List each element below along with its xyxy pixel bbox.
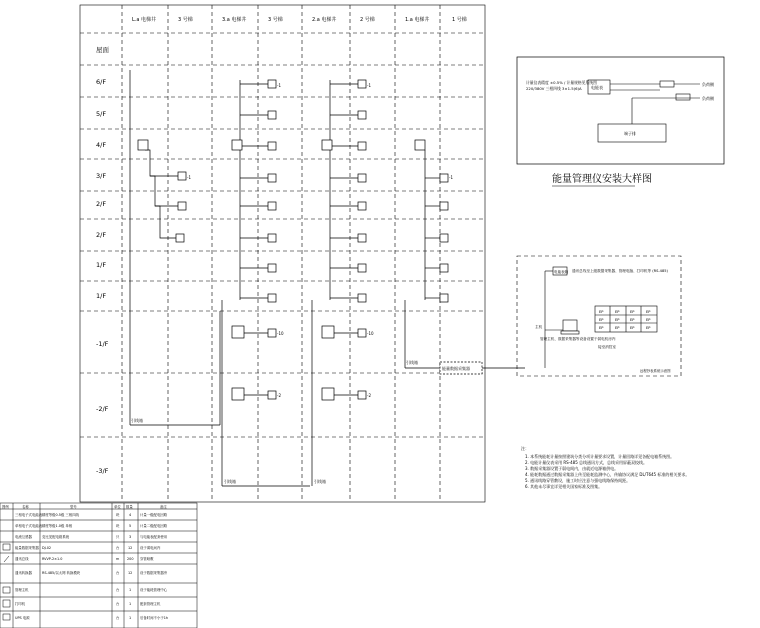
legend-row-8-name: 打印机 [15,602,26,606]
legend-table [0,503,197,628]
equip-tag-1: -1 [187,175,191,180]
detail1-box-label: 端子排 [624,131,636,136]
detail1-out-label-2: 负荷侧 [702,96,714,101]
detail2-pc-label: 主机 [535,325,543,329]
floor-label-b2: -2/F [96,405,109,413]
legend-row-7-name: 管理主机 [15,588,29,592]
detail1-note-line1: 计量仪表精度 ±0.5% / 计量规格见系统图 [526,80,597,85]
legend-row-7-remark: 设于能耗管理中心 [140,588,168,592]
legend-row-4-qty: 12 [128,546,133,550]
small-tag-2: -10 [367,331,374,336]
detail1-out-label-1: 负荷侧 [702,82,714,87]
ep-cell-11: EP [630,326,635,330]
legend-row-4-unit: 台 [116,546,120,550]
legend-row-8-qty: 1 [129,602,132,606]
ep-cell-12: EP [646,326,651,330]
column-header-right-3: 2 号梯 [360,17,375,23]
detail-remote-reading [517,256,681,376]
detail1-meter-label: 电能表 [591,85,603,90]
floor-label-2fj: 2/F [96,200,107,208]
connector-label: 能量数据采集器 [442,366,470,371]
ep-cell-10: EP [615,326,620,330]
detail2-top-label: 电能表箱 [554,270,569,274]
notes-line-4: 4. 能耗数据通过数据采集器上传至能耗监测中心，传输协议满足 DL/T645 标准的相关要求。 [525,472,690,477]
notes [521,445,689,489]
legend-row-2-qty: 5 [129,524,132,528]
floor-label-1f: 1/F [96,292,107,300]
equip-tag-4: -1 [449,175,453,180]
legend-row-6-name: 通讯转换器 [15,571,32,575]
legend-row-9-qty: 1 [129,616,132,620]
legend-row-1-unit: 块 [116,513,120,517]
legend-row-1-model: 精度等级0.5级 三相四线 [42,513,79,517]
legend-header-qty: 数量 [126,505,133,509]
floor-label-4f: 4/F [96,141,107,149]
riser-label-2: 引线箱 [224,479,236,484]
floor-labels [96,45,110,475]
riser-label-1: 引线箱 [131,418,143,423]
ep-cell-1: EP [599,310,604,314]
floor-label-3f: 3/F [96,172,107,180]
ep-cell-7: EP [630,318,635,322]
riser-label-4: 引线箱 [406,360,418,365]
legend-row-4-remark: 设于弱电间内 [140,546,161,550]
legend-row-2-remark: 计量二级配电回路 [140,524,168,528]
notes-title: 注： [521,446,529,451]
column-header-left-3: 2.a 电梯井 [312,17,337,23]
legend-header-model: 型号 [70,505,77,509]
legend-row-3-remark: 与电能表配套使用 [140,535,168,539]
ep-cell-8: EP [646,318,651,322]
small-tag-3: -2 [277,393,281,398]
ep-cell-5: EP [599,318,604,322]
detail2-corner-label: 远程抄表系统示意图 [640,369,671,373]
column-header-right-4: 1 号梯 [452,17,467,23]
ep-cell-9: EP [599,326,604,330]
legend-row-3-unit: 只 [116,535,120,539]
legend-row-4-model: DJ-02 [42,546,52,550]
legend-row-3-qty: 3 [129,535,132,539]
legend-row-7-qty: 1 [129,588,132,592]
legend-row-5-model: RVVP-2×1.0 [42,557,63,561]
column-header-left-2: 3.a 电梯井 [222,17,247,23]
legend-row-2-unit: 块 [116,524,120,528]
ep-cell-2: EP [615,310,620,314]
column-header-right-1: 3 号梯 [178,17,193,23]
legend-row-3-name: 电流互感器 [15,535,32,539]
legend-row-5-unit: m [116,557,120,561]
legend-row-9-unit: 台 [116,616,120,620]
legend-row-5-qty: 200 [127,557,134,561]
notes-line-2: 2. 电能计量仪表采用 RS-485 总线通讯方式，总线采用屏蔽双绞线。 [525,460,648,465]
notes-line-1: 1. 本系统能耗计量按照建筑分类分项计量要求设置，计量回路详见各配电箱系统图。 [525,454,675,459]
floor-label-b1: -1/F [96,340,109,348]
legend-row-5-remark: 穿管暗敷 [140,557,154,561]
legend-row-2-name: 单相电子式电能表 [15,524,43,528]
legend-header-remark: 备注 [160,505,167,509]
legend-row-5-name: 通讯总线 [15,557,29,561]
column-header-right-2: 3 号梯 [268,17,283,23]
riser-grid [80,5,485,502]
small-tag-4: -2 [367,393,371,398]
legend-row-6-qty: 12 [128,571,133,575]
detail2-caption-b: 接至消控室 [598,345,616,349]
notes-line-6: 6. 其他未尽事宜详见相关国家标准及图集。 [525,484,603,489]
legend-row-7-unit: 台 [116,588,120,592]
legend-row-6-remark: 设于数据采集器旁 [140,571,168,575]
legend-row-1-name: 三相电子式电能表 [15,513,43,517]
column-header-left-1: L.a 电梯井 [132,17,157,23]
meter-boxes [138,80,482,400]
legend-row-8-remark: 配套管理主机 [140,602,161,606]
legend-row-2-model: 精度等级1.0级 单相 [42,524,73,528]
legend-row-8-unit: 台 [116,602,120,606]
legend-row-1-qty: 4 [129,513,132,517]
notes-line-3: 3. 数据采集器设置于弱电间内，由就近电源箱供电。 [525,466,619,471]
column-header-left-4: 1.a 电梯井 [405,17,430,23]
detail2-caption-a: 管理主机、数据采集器等设备设置于弱电机房内 [540,337,616,341]
legend-row-6-model: RS-485/以太网 转换模块 [42,571,81,575]
riser-label-3: 引线箱 [314,479,326,484]
column-headers [132,16,467,23]
legend-row-9-remark: 后备时间不小于1h [140,616,169,620]
floor-label-1fj: 1/F [96,261,107,269]
riser-wiring [130,70,525,486]
ep-cell-3: EP [630,310,635,314]
floor-label-6f: 6/F [96,78,107,86]
legend-row-1-remark: 计量一级配电回路 [140,513,168,517]
ep-cell-4: EP [646,310,651,314]
ep-cell-6: EP [615,318,620,322]
floor-label-roof: 屋面 [96,46,109,54]
equip-tag-3: -1 [367,83,371,88]
detail2-top-note: 通讯总线至上级数据采集器、管理电脑、打印机等 (RS-485) [572,269,668,273]
floor-label-b3: -3/F [96,467,109,475]
floor-label-5f: 5/F [96,110,107,118]
floor-label-2f: 2/F [96,231,107,239]
notes-line-5: 5. 通讯线路穿管敷设，施工时应注意与强电线路保持间距。 [525,478,631,483]
legend-header-name: 名称 [22,505,29,509]
legend-row-6-unit: 台 [116,571,120,575]
legend-row-9-name: UPS 电源 [15,616,30,620]
legend-header-symbol: 图例 [2,505,9,509]
legend-row-4-name: 能量数据采集器 [15,546,39,550]
detail1-note-line2: 220/380V 三相四线 3×1.5(6)A [526,86,582,91]
detail-meter-installation [517,57,724,186]
legend-row-3-model: 变比见配电箱系统 [42,535,70,539]
legend-header-unit: 单位 [114,505,121,509]
small-tag-1: -10 [277,331,284,336]
equip-tag-2: -1 [277,83,281,88]
detail1-title: 能量管理仪安装大样图 [552,174,652,185]
